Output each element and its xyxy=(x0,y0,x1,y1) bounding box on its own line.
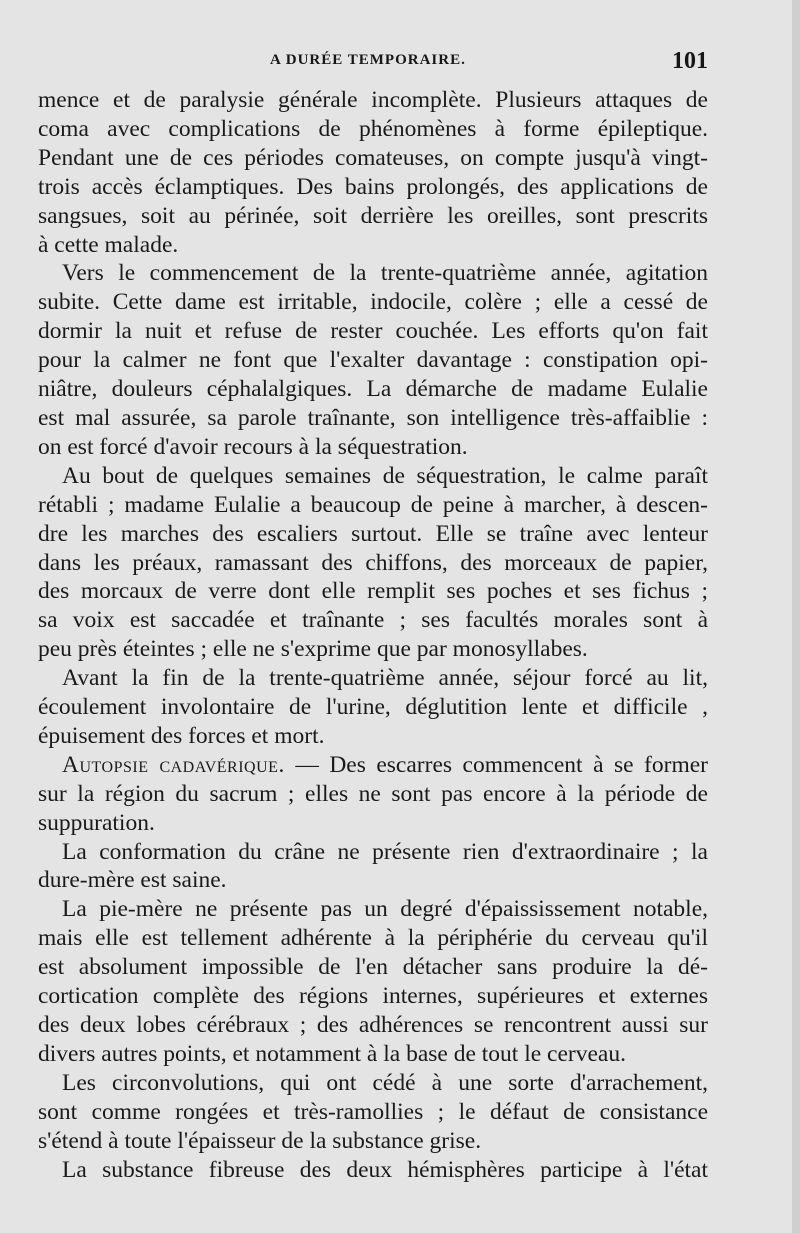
text-line: coma avec complications de phénomènes à forme épileptique. xyxy=(38,115,708,142)
page-edge xyxy=(792,0,800,1233)
paragraph-1 xyxy=(38,86,708,259)
paragraph-2 xyxy=(38,259,708,461)
paragraph-7 xyxy=(38,895,708,1068)
text-line: rétabli ; madame Eulalie a beaucoup de peine à marcher, à descen- xyxy=(38,491,708,518)
text-line: dure-mère est saine. xyxy=(38,867,227,894)
text-line: subite. Cette dame est irritable, indocile, colère ; elle a cessé de xyxy=(38,289,708,316)
text-line: niâtre, douleurs céphalalgiques. La démarche de madame Eulalie xyxy=(38,376,708,403)
text-line: divers autres points, et notamment à la base de tout le cerveau. xyxy=(38,1040,626,1067)
running-title: A DURÉE TEMPORAIRE. xyxy=(270,52,466,68)
text-line: s'étend à toute l'épaisseur de la substance grise. xyxy=(38,1127,482,1154)
text-line: est mal assurée, sa parole traînante, son intelligence très-affaiblie : xyxy=(38,404,708,431)
text-line: La pie-mère ne présente pas un degré d'épaississement notable, xyxy=(62,896,708,923)
text-line: épuisement des forces et mort. xyxy=(38,722,325,749)
text-line: dans les préaux, ramassant des chiffons, des morceaux de papier, xyxy=(38,549,708,576)
text-line: mence et de paralysie générale incomplète. Plusieurs attaques de xyxy=(38,87,708,113)
section-lead: Autopsie cadavérique. xyxy=(62,751,285,778)
text-line: est absolument impossible de l'en détacher sans produire la dé- xyxy=(38,954,708,981)
text-line: cortication complète des régions internes, supérieures et externes xyxy=(38,983,708,1010)
text-line: dre les marches des escaliers surtout. Elle se traîne avec lenteur xyxy=(38,520,708,547)
paragraph-6 xyxy=(38,838,708,896)
paragraph-9 xyxy=(38,1156,708,1185)
text-line: sont comme rongées et très-ramollies ; le défaut de consistance xyxy=(38,1098,708,1125)
text-line: peu près éteintes ; elle ne s'exprime que par monosyllabes. xyxy=(38,636,588,663)
body-text xyxy=(38,86,708,1184)
paragraph-4 xyxy=(38,664,708,751)
text-line: Avant la fin de la trente-quatrième année, séjour forcé au lit, xyxy=(62,665,708,692)
text-line: sangsues, soit au périnée, soit derrière les oreilles, sont prescrits xyxy=(38,202,708,229)
paragraph-8 xyxy=(38,1069,708,1156)
page-number: 101 xyxy=(672,48,708,74)
text-line: Au bout de quelques semaines de séquestration, le calme paraît xyxy=(62,462,708,489)
text-line: La conformation du crâne ne présente rien d'extraordinaire ; la xyxy=(62,838,708,865)
text-line: dormir la nuit et refuse de rester couchée. Les efforts qu'on fait xyxy=(38,318,708,345)
text-span: — Des escarres commencent à se former xyxy=(284,751,708,778)
text-line: Pendant une de ces périodes comateuses, on compte jusqu'à vingt- xyxy=(38,144,708,171)
text-line: écoulement involontaire de l'urine, déglutition lente et difficile , xyxy=(38,694,708,721)
text-line: des deux lobes cérébraux ; des adhérences se rencontrent aussi sur xyxy=(38,1012,708,1038)
paragraph-5 xyxy=(38,751,708,838)
text-line: Vers le commencement de la trente-quatrième année, agitation xyxy=(62,260,708,287)
text-line: La substance fibreuse des deux hémisphères participe à l'état xyxy=(62,1156,708,1183)
text-line: on est forcé d'avoir recours à la séquestration. xyxy=(38,433,468,460)
text-line: des morcaux de verre dont elle remplit ses poches et ses fichus ; xyxy=(38,578,708,605)
text-line: sur la région du sacrum ; elles ne sont pas encore à la période de xyxy=(38,780,708,807)
text-line: mais elle est tellement adhérente à la périphérie du cerveau qu'il xyxy=(38,925,708,952)
text-line xyxy=(38,751,708,780)
text-line: suppuration. xyxy=(38,809,155,836)
paragraph-3 xyxy=(38,462,708,664)
text-line: à cette malade. xyxy=(38,231,179,258)
running-header xyxy=(38,48,708,74)
text-line: sa voix est saccadée et traînante ; ses facultés morales sont à xyxy=(38,607,708,634)
text-line: pour la calmer ne font que l'exalter davantage : constipation opi- xyxy=(38,347,708,374)
text-line: Les circonvolutions, qui ont cédé à une sorte d'arrachement, xyxy=(62,1069,708,1096)
text-line: trois accès éclamptiques. Des bains prolongés, des applications de xyxy=(38,173,708,200)
